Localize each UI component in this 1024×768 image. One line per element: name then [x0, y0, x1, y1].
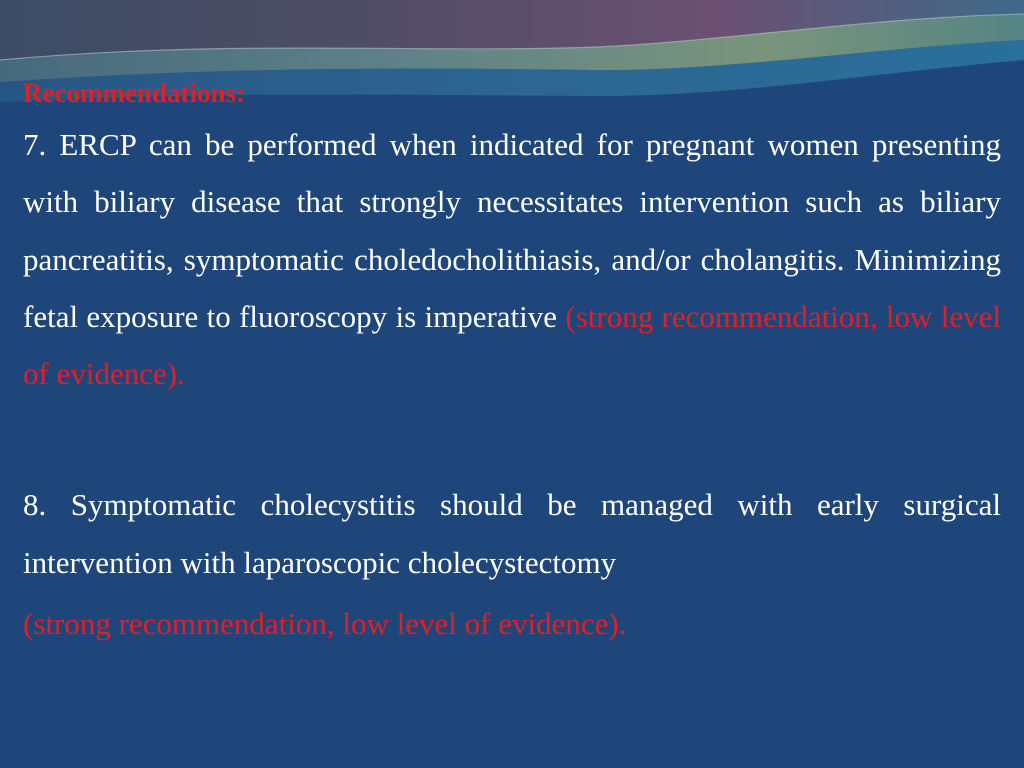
recommendations-heading: Recommendations: — [23, 78, 245, 108]
slide-content — [23, 70, 1001, 657]
paragraph-spacer — [23, 402, 1001, 476]
recommendation-7-text: 7. ERCP can be performed when indicated for pregnant women presenting with biliary disease that strongly necessitates intervention such as biliary pancreatitis, symptomatic choledocholithiasis, and/or cholangitis. Minimizing fetal exposure to fluoroscopy is imperative — [23, 127, 1001, 334]
recommendation-7-evidence: (strong recommendation, low level of evidence). — [23, 298, 1001, 392]
recommendation-8 — [23, 476, 1001, 591]
recommendation-7 — [23, 116, 1001, 402]
recommendation-8-evidence: (strong recommendation, low level of evidence). — [23, 606, 627, 642]
recommendation-8-text: 8. Symptomatic cholecystitis should be managed with early surgical intervention with laparoscopic cholecystectomy — [23, 487, 1001, 580]
